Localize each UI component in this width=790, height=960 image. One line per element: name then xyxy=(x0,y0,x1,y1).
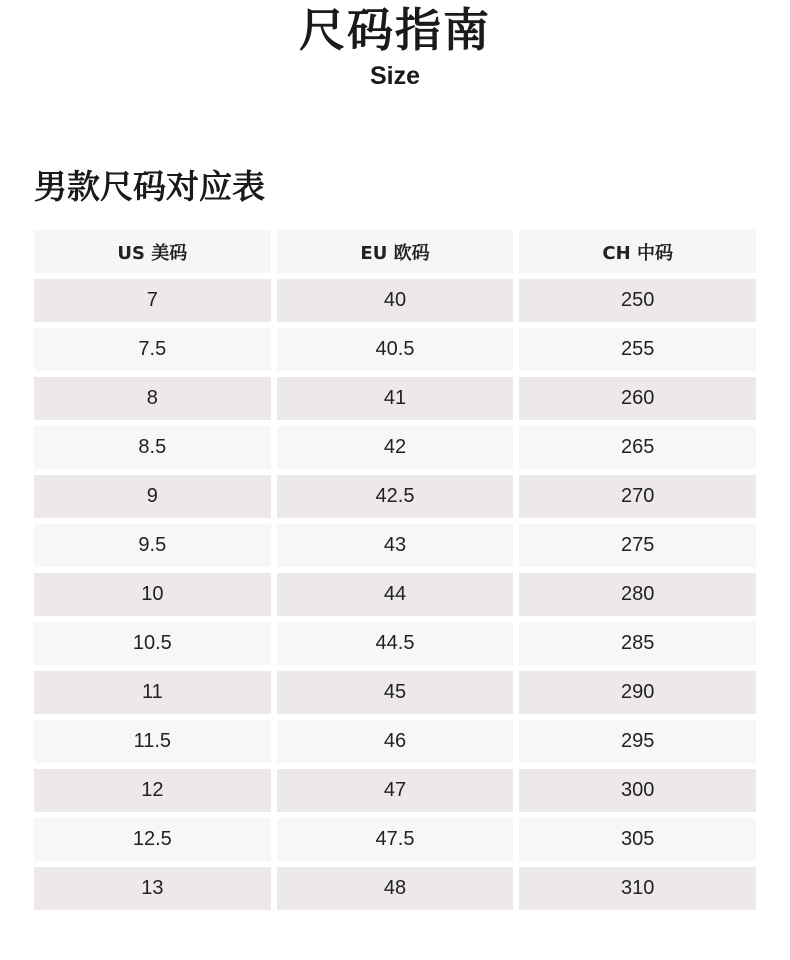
eu-size-cell: 40.5 xyxy=(277,328,514,371)
table-row xyxy=(34,818,756,861)
size-chart-table xyxy=(34,230,756,916)
table-body xyxy=(34,279,756,910)
us-size-cell: 9.5 xyxy=(34,524,271,567)
table-row xyxy=(34,671,756,714)
eu-size-cell: 44 xyxy=(277,573,514,616)
ch-size-cell: 310 xyxy=(519,867,756,910)
ch-size-cell: 260 xyxy=(519,377,756,420)
table-row xyxy=(34,524,756,567)
us-size-cell: 12.5 xyxy=(34,818,271,861)
ch-size-cell: 290 xyxy=(519,671,756,714)
table-row xyxy=(34,573,756,616)
table-header-row xyxy=(34,230,756,273)
us-size-cell: 8.5 xyxy=(34,426,271,469)
us-size-cell: 7.5 xyxy=(34,328,271,371)
ch-size-cell: 275 xyxy=(519,524,756,567)
us-size-cell: 12 xyxy=(34,769,271,812)
ch-size-cell: 305 xyxy=(519,818,756,861)
eu-size-cell: 48 xyxy=(277,867,514,910)
us-size-cell: 8 xyxy=(34,377,271,420)
us-size-cell: 10.5 xyxy=(34,622,271,665)
table-row xyxy=(34,622,756,665)
eu-size-cell: 44.5 xyxy=(277,622,514,665)
us-size-cell: 9 xyxy=(34,475,271,518)
table-row xyxy=(34,426,756,469)
us-size-cell: 11.5 xyxy=(34,720,271,763)
column-header-eu: EU 欧码 xyxy=(277,230,514,273)
us-size-cell: 11 xyxy=(34,671,271,714)
eu-size-cell: 42 xyxy=(277,426,514,469)
us-size-cell: 10 xyxy=(34,573,271,616)
section-title: 男款尺码对应表 xyxy=(34,167,265,206)
eu-size-cell: 47.5 xyxy=(277,818,514,861)
table-row xyxy=(34,769,756,812)
ch-size-cell: 280 xyxy=(519,573,756,616)
ch-size-cell: 255 xyxy=(519,328,756,371)
table-row xyxy=(34,720,756,763)
us-size-cell: 7 xyxy=(34,279,271,322)
table-row xyxy=(34,475,756,518)
ch-size-cell: 295 xyxy=(519,720,756,763)
us-size-cell: 13 xyxy=(34,867,271,910)
table-row xyxy=(34,867,756,910)
ch-size-cell: 300 xyxy=(519,769,756,812)
table-row xyxy=(34,279,756,322)
eu-size-cell: 43 xyxy=(277,524,514,567)
eu-size-cell: 46 xyxy=(277,720,514,763)
column-header-ch: CH 中码 xyxy=(519,230,756,273)
eu-size-cell: 42.5 xyxy=(277,475,514,518)
page-title: 尺码指南 xyxy=(299,3,491,57)
eu-size-cell: 45 xyxy=(277,671,514,714)
eu-size-cell: 41 xyxy=(277,377,514,420)
table-row xyxy=(34,377,756,420)
eu-size-cell: 40 xyxy=(277,279,514,322)
ch-size-cell: 265 xyxy=(519,426,756,469)
ch-size-cell: 270 xyxy=(519,475,756,518)
page-subtitle: Size xyxy=(369,62,421,90)
eu-size-cell: 47 xyxy=(277,769,514,812)
table-row xyxy=(34,328,756,371)
ch-size-cell: 250 xyxy=(519,279,756,322)
column-header-us: US 美码 xyxy=(34,230,271,273)
ch-size-cell: 285 xyxy=(519,622,756,665)
